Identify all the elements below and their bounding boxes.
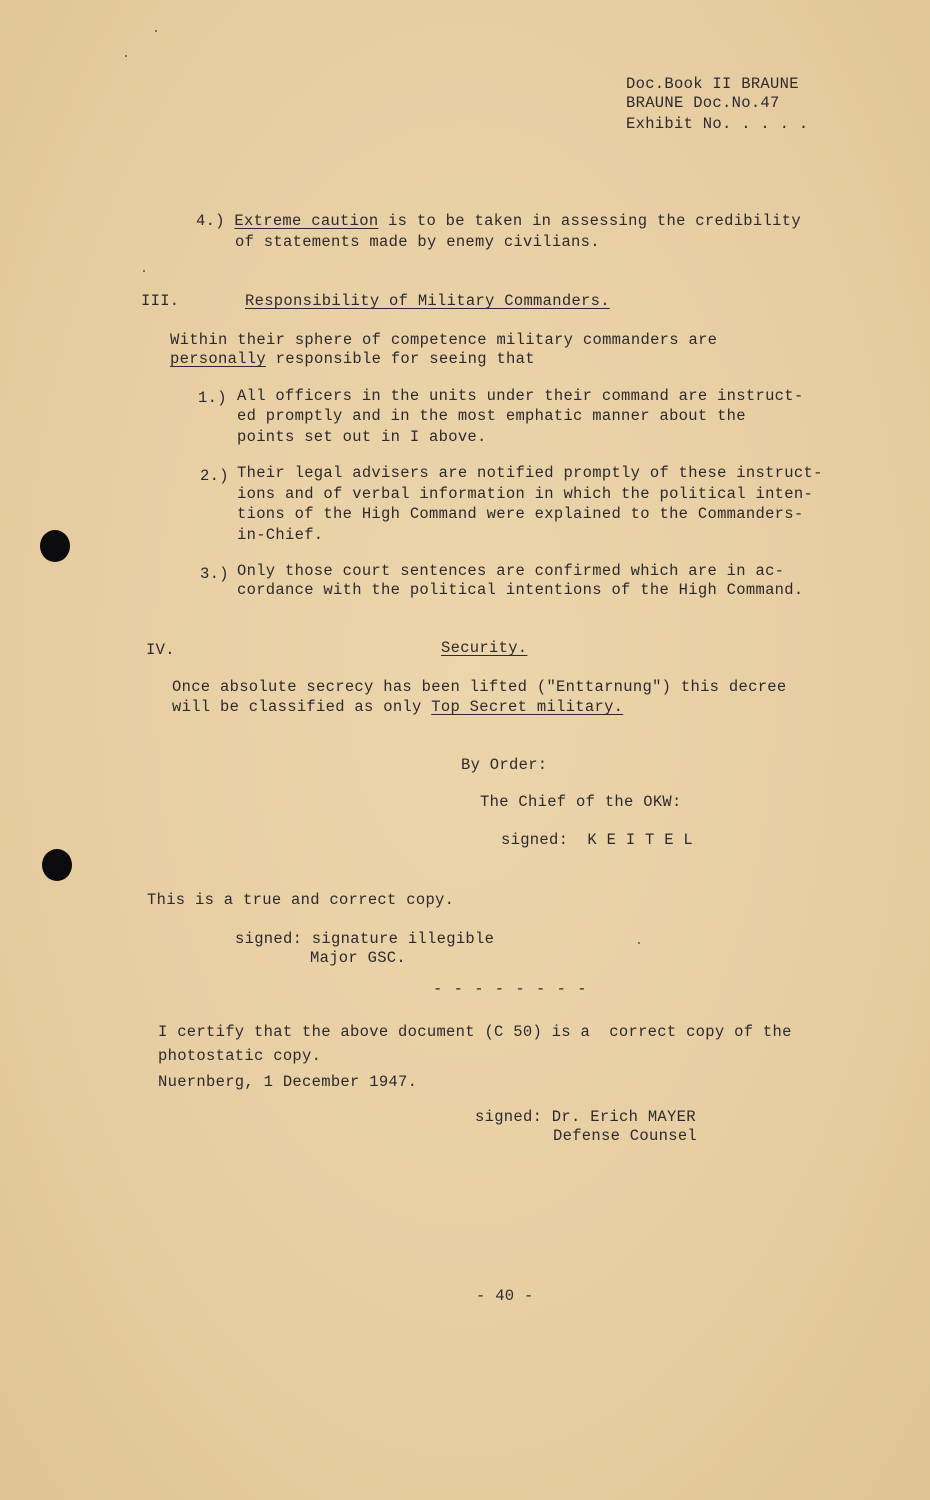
- item-4-emphasis: Extreme caution: [234, 212, 379, 230]
- item-3-line: cordance with the political intentions of the High Command.: [237, 581, 804, 599]
- chief-okw: The Chief of the OKW:: [480, 793, 682, 811]
- item-4-line2: of statements made by enemy civilians.: [235, 233, 600, 251]
- signed-keitel: signed: K E I T E L: [501, 831, 694, 849]
- by-order: By Order:: [461, 756, 548, 774]
- page-number: - 40 -: [476, 1287, 534, 1305]
- true-copy-rank: Major GSC.: [310, 949, 407, 967]
- item-3-line: Only those court sentences are confirmed which are in ac-: [237, 562, 785, 580]
- item-1-line: points set out in I above.: [237, 428, 487, 446]
- intro-text: responsible for seeing that: [266, 350, 535, 368]
- item-2-line: ions and of verbal information in which the political inten-: [237, 485, 814, 503]
- item-number: 2.): [200, 467, 229, 485]
- punch-hole-lower: [42, 849, 72, 881]
- item-2-line: Their legal advisers are notified promptly of these instruct-: [237, 464, 823, 482]
- speck: [155, 30, 157, 32]
- classification-emphasis: Top Secret military.: [431, 698, 624, 716]
- header-doc-no: BRAUNE Doc.No.47: [626, 94, 780, 112]
- item-1-line: All officers in the units under their command are instruct-: [237, 387, 804, 405]
- item-number: 3.): [200, 565, 229, 583]
- true-copy-signed: signed: signature illegible: [235, 930, 495, 948]
- header-exhibit: Exhibit No. . . . .: [626, 115, 809, 133]
- section-4-line2: [172, 697, 623, 717]
- section-3-intro-line2: [170, 349, 535, 369]
- item-4: [196, 211, 801, 231]
- section-4-line1: Once absolute secrecy has been lifted ("Enttarnung") this decree: [172, 678, 787, 696]
- place-date: Nuernberg, 1 December 1947.: [158, 1073, 418, 1091]
- item-2-line: in-Chief.: [237, 526, 324, 544]
- item-number: 1.): [198, 389, 227, 407]
- section-4-text: will be classified as only: [172, 698, 432, 716]
- separator-dashes: - - - - - - - -: [433, 980, 588, 998]
- section-3-intro-line1: Within their sphere of competence military commanders are: [170, 331, 718, 349]
- section-3-heading: Responsibility of Military Commanders.: [245, 292, 610, 310]
- section-4-numeral: IV.: [146, 641, 175, 659]
- speck: [143, 270, 145, 272]
- item-4-text: is to be taken in assessing the credibility: [378, 212, 801, 230]
- speck: [125, 55, 127, 57]
- certification-line2: photostatic copy.: [158, 1047, 322, 1065]
- section-3-numeral: III.: [141, 292, 180, 310]
- certification-line1: I certify that the above document (C 50) is a correct copy of the: [158, 1023, 792, 1041]
- counsel-title: Defense Counsel: [553, 1127, 698, 1145]
- punch-hole-upper: [40, 530, 70, 562]
- item-1-line: ed promptly and in the most emphatic manner about the: [237, 407, 746, 425]
- header-doc-book: Doc.Book II BRAUNE: [626, 75, 799, 93]
- true-copy-statement: This is a true and correct copy.: [147, 891, 455, 909]
- item-number: 4.): [196, 212, 225, 230]
- intro-emphasis: personally: [170, 350, 267, 368]
- item-2-line: tions of the High Command were explained to the Commanders-: [237, 505, 804, 523]
- section-4-heading: Security.: [441, 639, 528, 657]
- speck: [638, 942, 640, 944]
- counsel-signed: signed: Dr. Erich MAYER: [475, 1108, 696, 1126]
